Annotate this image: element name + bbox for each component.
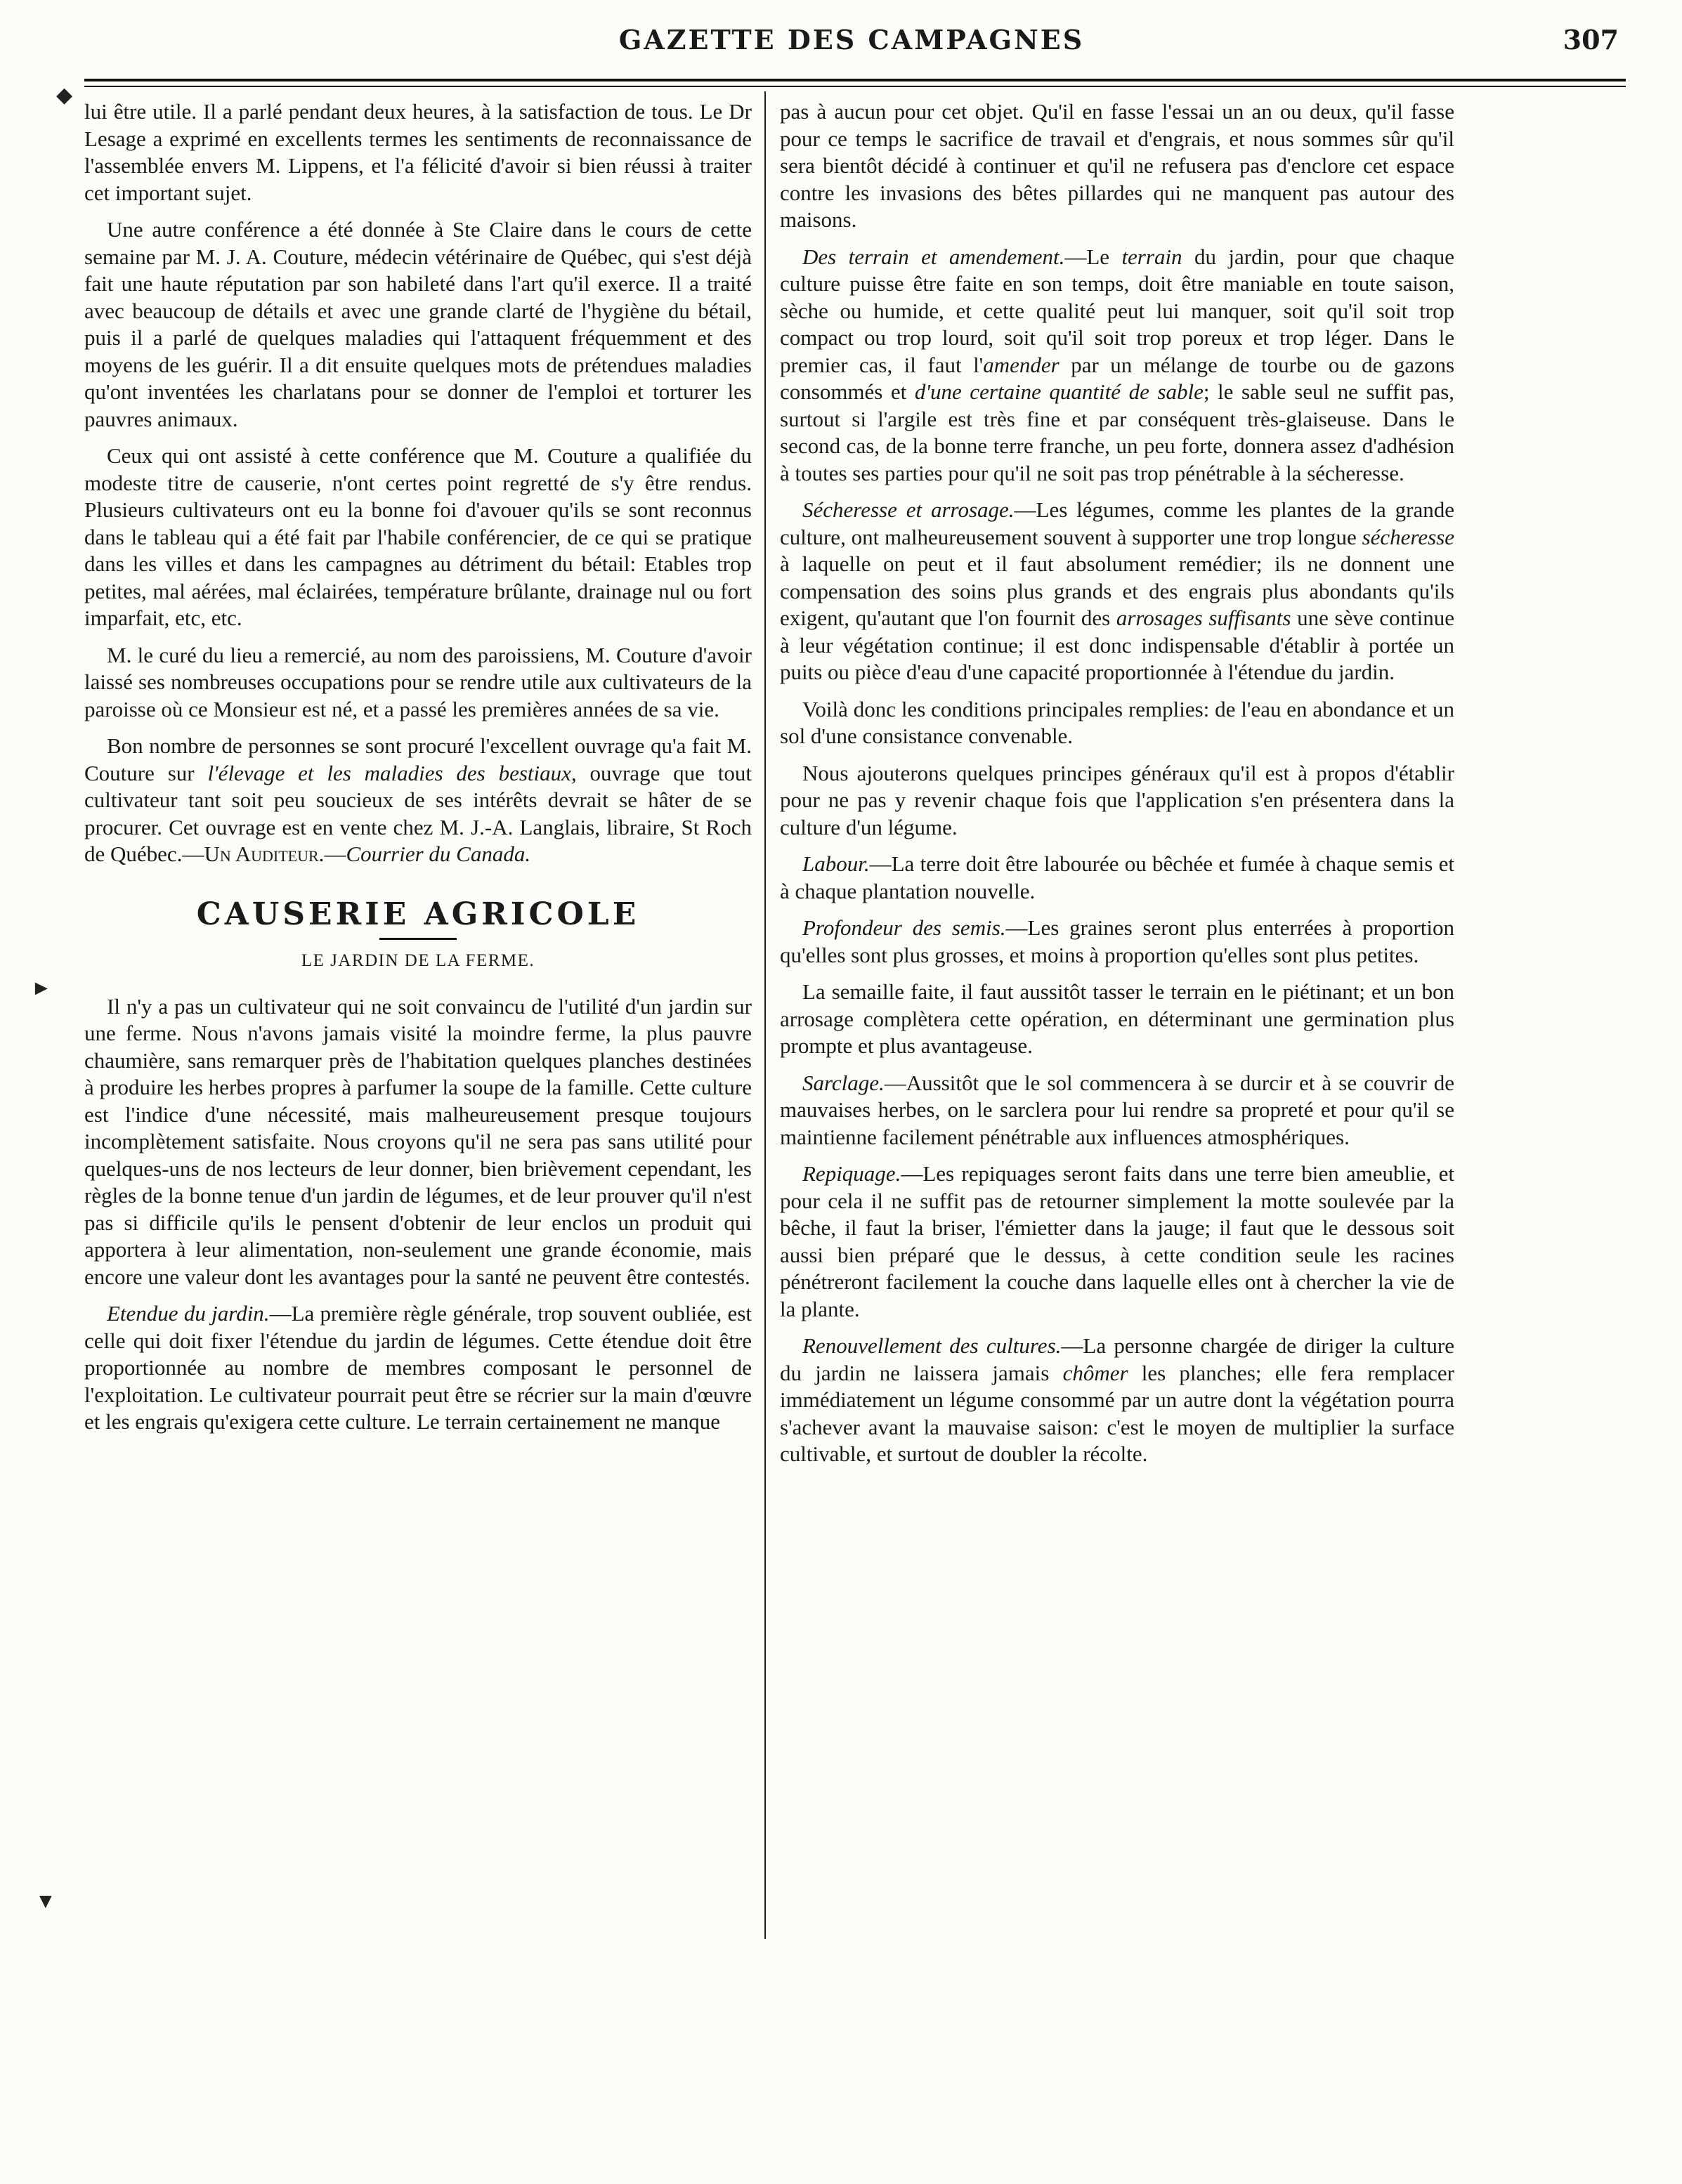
- italic-run: d'une certaine quantité de sable: [914, 379, 1204, 404]
- section-label: Etendue du jardin.: [107, 1301, 270, 1326]
- running-head: [84, 20, 1619, 59]
- paragraph-ouvrage: [84, 733, 752, 868]
- signature: Un Auditeur.: [204, 842, 325, 866]
- text-run: —La personne chargée de diriger la culture du jardin ne laissera jamais: [780, 1333, 1454, 1385]
- text-run: —Les repiquages seront faits dans une terre bien ameublie, et pour cela il ne suffit pas de retourner simplement la motte soulevée par la bêche, il faut la briser, l'émietter dans la jauge; il faut que le dessous soit aussi bien préparé que le dessus, à cette condition seule les racines pénétreront facilement la couche dans laquelle elles ont à chercher la vie de la plante.: [780, 1161, 1454, 1321]
- paragraph-terrain: [780, 244, 1454, 488]
- text-run: —La première règle générale, trop souvent oubliée, est celle qui doit fixer l'étendue du jardin de légumes. Cette étendue doit être proportionnée au nombre de membres composant le personnel de l'exploitation. Le cultivateur pourrait peut être se récrier sur la main d'œuvre et les engrais qu'exigera cette culture. Le terrain certainement ne manque: [84, 1301, 752, 1434]
- text-run: —Le: [1064, 244, 1122, 269]
- margin-arrow-mark: ►: [31, 976, 52, 1000]
- source-name: Courrier du Canada.: [346, 842, 531, 866]
- italic-run: sécheresse: [1362, 524, 1454, 549]
- italic-run: amender: [983, 352, 1060, 377]
- paragraph-sarclage: [780, 1070, 1454, 1151]
- text-run: —: [324, 842, 346, 866]
- paragraph-conference-lippens: lui être utile. Il a parlé pendant deux heures, à la satisfaction de tous. Le Dr Lesage a exprimé en excellents termes les sentiments de reconnaissance de l'assemblée envers M. Lippens, et l'a félicité d'avoir si bien réussi à traiter cet important sujet.: [84, 99, 752, 205]
- text-run: à laquelle on peut et il faut absolument remédier; ils ne donnent une compensation des soins plus grands et des engrais plus abondants qu'ils exigent, qu'autant que l'on fournit des: [780, 551, 1454, 630]
- section-label: Sarclage.: [802, 1070, 885, 1095]
- left-column: [84, 98, 752, 1446]
- paragraph-renouvellement: [780, 1333, 1454, 1468]
- section-label: Des terrain et amendement.: [802, 244, 1065, 269]
- paragraph-causerie: Ceux qui ont assisté à cette conférence que M. Couture a qualifiée du modeste titre de causerie, n'ont certes point regretté de s'y être rendus. Plusieurs cultivateurs ont eu la bonne foi d'avouer qu'ils se sont reconnus dans le tableau qui a été fait par l'habile conférencier, de ce qui se pratique dans les villes et dans les campagnes au détriment du bétail: Etables trop petites, mal aérées, mal éclairées, température brûlante, drainage nul ou fort imparfait, etc, etc.: [84, 443, 752, 630]
- header-rule: [84, 79, 1626, 81]
- title-rule: [379, 938, 457, 940]
- paragraph-cure: M. le curé du lieu a remercié, au nom des paroissiens, M. Couture d'avoir laissé ses nombreuses occupations pour se rendre utile aux cultivateurs de la paroisse où ce Monsieur est né, et a passé les premières années de sa vie.: [84, 642, 752, 721]
- margin-dot-mark: ◆: [56, 84, 73, 107]
- italic-run: arrosages suffisants: [1116, 606, 1291, 630]
- italic-run: chômer: [1062, 1360, 1128, 1385]
- paragraph-semaille: La semaille faite, il faut aussitôt tasser le terrain en le piétinant; et un bon arrosage complètera cette opération, en déterminant une germination plus prompte et plus avantageuse.: [780, 979, 1454, 1058]
- article-subtitle: LE JARDIN DE LA FERME.: [301, 950, 535, 970]
- text-run: par un mélange de tourbe ou de gazons consommés et: [780, 352, 1455, 404]
- article-title: CAUSERIE AGRICOLE: [196, 896, 640, 932]
- paragraph-etendue: [84, 1300, 752, 1436]
- italic-run: terrain: [1121, 244, 1182, 269]
- paragraph-principes: Nous ajouterons quelques principes généraux qu'il est à propos d'établir pour ne pas y revenir chaque fois que l'application s'en présentera dans la culture d'un légume.: [780, 760, 1454, 839]
- paragraph-profondeur: [780, 915, 1454, 969]
- paragraph-conference-couture: Une autre conférence a été donnée à Ste Claire dans le cours de cette semaine par M. J. A. Couture, médecin vétérinaire de Québec, qui s'est déjà fait une haute réputation par son habileté dans l'art qu'il exerce. Il a traité avec beaucoup de détails et avec une grande clarté de l'hygiène du bétail, puis il a parlé de quelques maladies qui l'attaquent fréquemment et des moyens de les guérir. Il a dit ensuite quelques mots de prétendues maladies qu'ont inventées les charlatans pour se donner de l'emploi et torturer les pauvres animaux.: [84, 217, 752, 431]
- text-run: —Les légumes, comme les plantes de la grande culture, ont malheureusement souvent à supporter une trop longue: [780, 497, 1454, 549]
- book-title: l'élevage et les maladies des bestiaux,: [207, 760, 577, 785]
- text-run: ouvrage que tout cultivateur tant soit peu soucieux de ses intérêts devrait se hâter de se procurer. Cet ouvrage est en vente chez M. J.-A. Langlais, libraire, St Roch de Québec.—: [84, 760, 752, 866]
- column-divider: [764, 91, 766, 1939]
- section-label: Repiquage.: [802, 1161, 901, 1186]
- publication-title: GAZETTE DES CAMPAGNES: [618, 24, 1085, 55]
- text-run: une sève continue à leur végétation continue; il est donc indispensable d'établir à portée un puits ou pièce d'eau d'une capacité proportionnée à l'étendue du jardin.: [780, 606, 1454, 684]
- paragraph-voila: Voilà donc les conditions principales remplies: de l'eau en abondance et un sol d'une consistance convenable.: [780, 696, 1454, 748]
- section-label: Labour.: [802, 851, 870, 876]
- text-run: —Aussitôt que le sol commencera à se durcir et à se couvrir de mauvaises herbes, on le sarclera pour lui rendre sa propreté et pour qu'il se maintienne facilement pénétrable aux influences atmosphériques.: [780, 1070, 1454, 1149]
- section-label: Sécheresse et arrosage.: [802, 497, 1015, 522]
- text-run: ; le sable seul ne suffit pas, surtout si l'argile est très fine et par conséquent très-glaiseuse. Dans le second cas, de la bonne terre franche, un peu forte, donnera assez d'adhésion à toutes ses parties pour qu'il ne soit pas trop pénétrable à la sécheresse.: [780, 379, 1455, 485]
- text-run: les planches; elle fera remplacer immédiatement un légume consommé par un autre dont la végétation pourra s'achever avant la mauvaise saison: c'est le moyen de multiplier la surface cultivable, et surtout de doubler la récolte.: [780, 1360, 1454, 1466]
- section-label: Renouvellement des cultures.: [802, 1333, 1062, 1358]
- margin-down-mark: ▼: [35, 1890, 56, 1913]
- text-run: Bon nombre de personnes se sont procuré l'excellent ouvrage qu'a fait M. Couture sur: [84, 733, 752, 785]
- page-number: 307: [1563, 24, 1619, 55]
- header-rule-thin: [84, 86, 1626, 87]
- text-run: —Les graines seront plus enterrées à proportion qu'elles sont plus grosses, et moins à proportion qu'elles sont plus petites.: [780, 915, 1454, 967]
- text-run: —La terre doit être labourée ou bêchée et fumée à chaque semis et à chaque plantation nouvelle.: [780, 851, 1454, 903]
- paragraph-intro: Il n'y a pas un cultivateur qui ne soit convaincu de l'utilité d'un jardin sur une ferme. Nous n'avons jamais visité la moindre ferme, la plus pauvre chaumière, sans remarquer près de l'habitation quelques planches destinées à produire les herbes propres à parfumer la soupe de la famille. Cette culture est l'indice d'une nécessité, mais malheureusement presque toujours incomplètement satisfaite. Nous croyons qu'il ne sera pas sans utilité pour quelques-uns de nos lecteurs de leur donner, bien brièvement cependant, les règles de la bonne tenue d'un jardin de légumes, et de leur prouver qu'il n'est pas si difficile qu'ils le pensent d'obtenir de leur enclos un produit qui apportera à leur alimentation, non-seulement une grande économie, mais encore une valeur dont les avantages pour la santé ne peuvent être contestés.: [84, 993, 752, 1289]
- right-column: [780, 98, 1454, 1478]
- paragraph-continuation: pas à aucun pour cet objet. Qu'il en fasse l'essai un an ou deux, qu'il fasse pour ce temps le sacrifice de travail et d'engrais, et nous sommes sûr qu'il sera bientôt décidé à continuer et qu'il ne refusera pas d'enclore cet espace contre les invasions des bêtes pillardes qui ne manquent pas autour des maisons.: [780, 99, 1454, 232]
- text-run: du jardin, pour que chaque culture puisse être faite en son temps, doit être maniable en toute saison, sèche ou humide, et cette qualité peut lui manquer, soit qu'il soit trop compact ou trop lourd, soit qu'il soit trop poreux et trop léger. Dans le premier cas, il faut l': [780, 244, 1454, 377]
- paragraph-repiquage: [780, 1160, 1454, 1323]
- paragraph-labour: [780, 851, 1454, 905]
- paragraph-secheresse: [780, 497, 1454, 686]
- section-label: Profondeur des semis.: [802, 915, 1006, 940]
